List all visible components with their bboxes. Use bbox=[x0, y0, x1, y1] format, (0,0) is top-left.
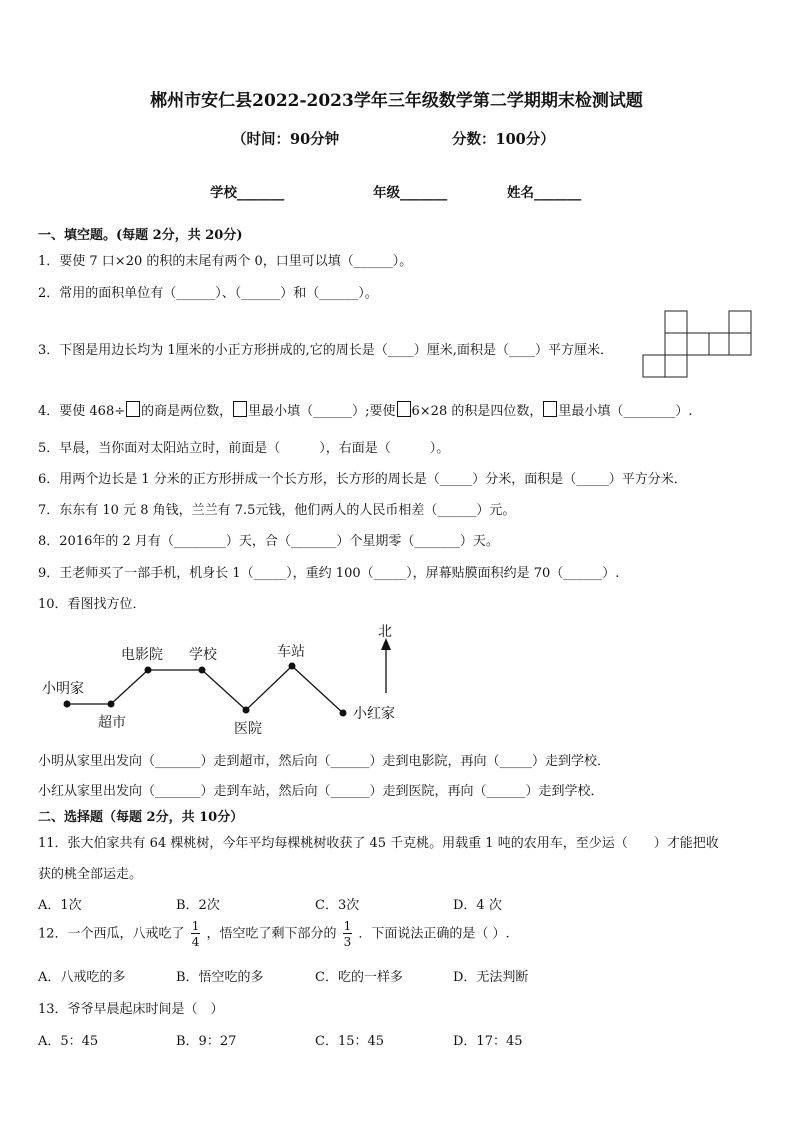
map-point bbox=[289, 663, 296, 670]
direction-map bbox=[0, 618, 793, 743]
map-point bbox=[243, 707, 250, 714]
blank-box bbox=[233, 401, 247, 417]
map-point bbox=[145, 667, 152, 674]
option-b[interactable]: B．悟空吃的多 bbox=[176, 970, 264, 985]
option-d[interactable]: D．4 次 bbox=[453, 898, 502, 913]
grid-square bbox=[665, 311, 687, 333]
question-10-line-2: 小红从家里出发向（_______）走到车站，然后向（______）走到医院，再向（______）走到学校． bbox=[38, 784, 604, 799]
place-label: 车站 bbox=[277, 644, 305, 660]
exam-time: （时间：90分钟 bbox=[232, 131, 340, 148]
question-7: 7．东东有 10 元 8 角钱，兰兰有 7.5元钱，他们两人的人民币相差（______）元。 bbox=[38, 503, 516, 518]
option-a[interactable]: A．1次 bbox=[38, 898, 82, 913]
section-heading-fill: 一、填空题。(每题 2分，共 20分) bbox=[38, 228, 243, 243]
place-label: 医院 bbox=[234, 721, 262, 737]
grid-square bbox=[643, 355, 665, 377]
question-9: 9．王老师买了一部手机，机身长 1（_____），重约 100（_____），屏幕贴膜面积约是 70（______）. bbox=[38, 566, 620, 581]
option-b[interactable]: B．9：27 bbox=[176, 1034, 237, 1049]
option-d[interactable]: D．无法判断 bbox=[453, 970, 529, 985]
blank-box bbox=[397, 401, 411, 417]
question-5: 5．早晨，当你面对太阳站立时，前面是（ ），右面是（ ）。 bbox=[38, 441, 450, 456]
question-4: 4．要使 468÷ 的商是两位数， 里最小填（______）;要使 6×28 的积是四位数， 里最小填（________）. bbox=[38, 400, 693, 419]
page-title: 郴州市安仁县2022-2023学年三年级数学第二学期期末检测试题 bbox=[150, 91, 643, 111]
school-field[interactable]: 学校_______ bbox=[210, 185, 285, 201]
question-2: 2．常用的面积单位有（______）、（______）和（______）。 bbox=[38, 286, 378, 301]
question-3: 3．下图是用边长均为 1厘米的小正方形拼成的,它的周长是（____）厘米,面积是（____）平方厘米． bbox=[38, 343, 613, 358]
option-c[interactable]: C．吃的一样多 bbox=[315, 970, 403, 985]
exam-score: 分数：100分） bbox=[452, 131, 555, 148]
question-8: 8．2016年的 2 月有（________）天，合（_______）个星期零（_______）天。 bbox=[38, 534, 499, 549]
fraction: $\frac{1}{4}$ bbox=[191, 919, 200, 949]
grid-square bbox=[687, 333, 709, 355]
grid-square bbox=[665, 355, 687, 377]
question-1: 1．要使 7 口×20 的积的末尾有两个 0，口里可以填（______）。 bbox=[38, 254, 413, 269]
option-a[interactable]: A．5：45 bbox=[38, 1034, 99, 1049]
blank-box bbox=[126, 401, 140, 417]
place-label: 学校 bbox=[189, 647, 217, 663]
map-point bbox=[108, 701, 115, 708]
grid-square bbox=[729, 311, 751, 333]
section-heading-choice: 二、选择题（每题 2分，共 10分） bbox=[38, 810, 244, 825]
option-c[interactable]: C．15：45 bbox=[315, 1034, 385, 1049]
question-11-line-2: 获的桃全部运走。 bbox=[38, 867, 143, 882]
option-d[interactable]: D．17：45 bbox=[453, 1034, 523, 1049]
question-10-line-1: 小明从家里出发向（_______）走到超市，然后向（______）走到电影院，再向（_____）走到学校． bbox=[38, 754, 611, 769]
grid-square bbox=[709, 333, 729, 355]
place-label: 超市 bbox=[98, 715, 126, 731]
map-point bbox=[64, 701, 71, 708]
question-10: 10．看图找方位． bbox=[38, 597, 146, 612]
square-grid-figure bbox=[641, 310, 753, 378]
name-field[interactable]: 姓名_______ bbox=[507, 185, 582, 201]
question-6: 6．用两个边长是 1 分米的正方形拼成一个长方形，长方形的周长是（_____）分米，面积是（_____）平方分米． bbox=[38, 472, 687, 487]
grid-square bbox=[665, 333, 687, 355]
fraction: $\frac{1}{3}$ bbox=[343, 919, 352, 949]
place-label: 小红家 bbox=[353, 706, 395, 722]
place-label: 小明家 bbox=[42, 681, 84, 697]
grid-square bbox=[729, 333, 751, 355]
place-label: 电影院 bbox=[121, 647, 163, 663]
question-12: 12．一个西瓜，八戒吃了 $\frac{1}{4}$ ，悟空吃了剩下部分的 $\frac{1}{3}$ ．下面说法正确的是（ ）. bbox=[38, 919, 510, 949]
option-a[interactable]: A．八戒吃的多 bbox=[38, 970, 126, 985]
question-11-line-1: 11．张大伯家共有 64 棵桃树，今年平均每棵桃树收获了 45 千克桃。用载重 1 吨的农用车，至少运（ ）才能把收 bbox=[38, 836, 719, 851]
map-point bbox=[199, 667, 206, 674]
map-point bbox=[340, 710, 347, 717]
grade-field[interactable]: 年级_______ bbox=[373, 185, 448, 201]
option-b[interactable]: B．2次 bbox=[176, 898, 220, 913]
question-13: 13．爷爷早晨起床时间是（ ） bbox=[38, 1002, 224, 1017]
blank-box bbox=[543, 401, 557, 417]
north-label: 北 bbox=[378, 624, 392, 640]
option-c[interactable]: C．3次 bbox=[315, 898, 360, 913]
